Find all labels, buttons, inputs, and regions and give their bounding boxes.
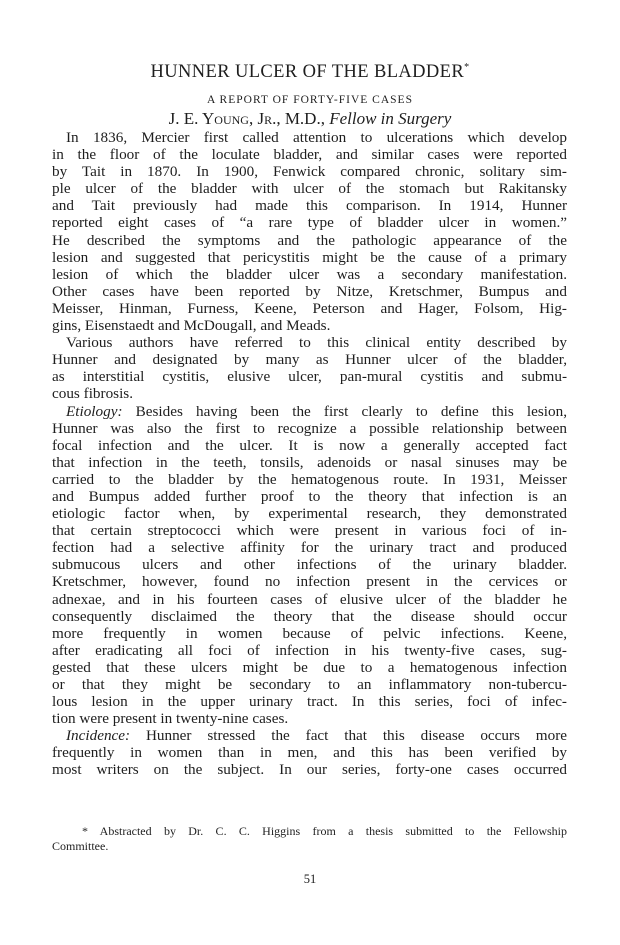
body-line: He described the symptoms and the pathologic appearance of the xyxy=(52,231,567,249)
incidence-first-line: Hunner stressed the fact that this disease occurs more xyxy=(145,727,567,745)
etiology-heading: Etiology: xyxy=(66,402,123,420)
body-line: tion were present in twenty-nine cases. xyxy=(52,710,289,728)
article-title-text: HUNNER ULCER OF THE BLADDER xyxy=(150,62,465,83)
author-byline xyxy=(0,109,620,129)
body-line: Kretschmer, however, found no infection present in the cervices or xyxy=(52,573,567,591)
body-line: carried to the bladder by the hematogenous route. In 1931, Meisser xyxy=(52,470,567,488)
title-footnote-mark: * xyxy=(464,62,470,73)
body-line: reported eight cases of “a rare type of bladder ulcer in women.” xyxy=(52,214,567,232)
body-line: focal infection and the ulcer. It is now a generally accepted fact xyxy=(52,436,567,454)
body-line: or that they might be secondary to an inflammatory non-tubercu- xyxy=(52,676,567,693)
body-line: consequently disclaimed the theory that the disease should occur xyxy=(52,607,567,625)
body-line: by Tait in 1870. In 1900, Fenwick compared chronic, solitary sim- xyxy=(52,163,567,181)
body-line: Hunner and designated by many as Hunner ulcer of the bladder, xyxy=(52,351,567,369)
body-line: Hunner was also the first to recognize a possible relationship between xyxy=(52,419,567,437)
body-line: ple ulcer of the bladder with ulcer of the stomach but Rakitansky xyxy=(52,180,567,198)
body-line: fection had a selective affinity for the urinary tract and produced xyxy=(52,539,567,557)
author-role: Fellow in Surgery xyxy=(329,109,452,128)
body-line: Various authors have referred to this clinical entity described by xyxy=(66,334,567,352)
body-line: lesion of which the bladder ulcer was a secondary manifestation. xyxy=(52,265,567,283)
body-line: In 1836, Mercier first called attention to ulcerations which develop xyxy=(66,129,567,146)
body-line: and Tait previously had made this comparison. In 1914, Hunner xyxy=(52,197,567,215)
body-line: Meisser, Hinman, Furness, Keene, Peterson and Hager, Folsom, Hig- xyxy=(52,299,567,317)
body-line: that certain streptococci which were present in various foci of in- xyxy=(52,522,567,540)
article-title xyxy=(0,62,620,83)
body-line: that infection in the teeth, tonsils, adenoids or nasal sinuses may be xyxy=(52,453,567,471)
body-line: as interstitial cystitis, elusive ulcer, pan-mural cystitis and submu- xyxy=(52,368,567,386)
etiology-first-line: Besides having been the first clearly to define this lesion, xyxy=(135,402,567,420)
article-subtitle: A REPORT OF FORTY-FIVE CASES xyxy=(207,94,413,106)
body-line: gins, Eisenstaedt and McDougall, and Meads. xyxy=(52,317,331,335)
incidence-heading: Incidence: xyxy=(66,727,131,745)
body-line: gested that these ulcers might be due to a hematogenous infection xyxy=(52,658,567,676)
body-line: Other cases have been reported by Nitze, Kretschmer, Bumpus and xyxy=(52,282,567,300)
page-number: 51 xyxy=(303,872,317,886)
body-line: submucous ulcers and other infections of the urinary bladder. xyxy=(52,556,567,574)
footnote-line: Committee. xyxy=(52,839,109,853)
footnote-text: Abstracted by Dr. C. C. Higgins from a thesis submitted to the Fellowship xyxy=(99,824,568,838)
footnote-line xyxy=(52,824,567,839)
body-line: lesion and suggested that pericystitis might be the cause of a primary xyxy=(52,248,567,266)
body-line: etiologic factor when, by experimental research, they demonstrated xyxy=(52,505,567,523)
article-body xyxy=(52,129,567,779)
body-line: more frequently in women because of pelvic infections. Keene, xyxy=(52,624,567,642)
body-line: lous lesion in the upper urinary tract. In this series, foci of infec- xyxy=(52,693,567,711)
body-line: most writers on the subject. In our series, forty-one cases occurred xyxy=(52,761,567,779)
body-line: frequently in women than in men, and this has been verified by xyxy=(52,744,567,762)
footnote-mark: * xyxy=(82,824,88,838)
body-line: and Bumpus added further proof to the theory that infection is an xyxy=(52,487,567,505)
author-name: J. E. Young, Jr., M.D., xyxy=(168,109,330,128)
body-line-incidence xyxy=(52,727,567,744)
body-line: cous fibrosis. xyxy=(52,385,133,403)
footnote xyxy=(52,824,567,854)
body-line: in the floor of the loculate bladder, and similar cases were reported xyxy=(52,146,567,164)
body-line: adnexae, and in his fourteen cases of elusive ulcer of the bladder he xyxy=(52,590,567,608)
body-line: after eradicating all foci of infection in his twenty-five cases, sug- xyxy=(52,641,567,659)
body-line-etiology xyxy=(52,403,567,420)
